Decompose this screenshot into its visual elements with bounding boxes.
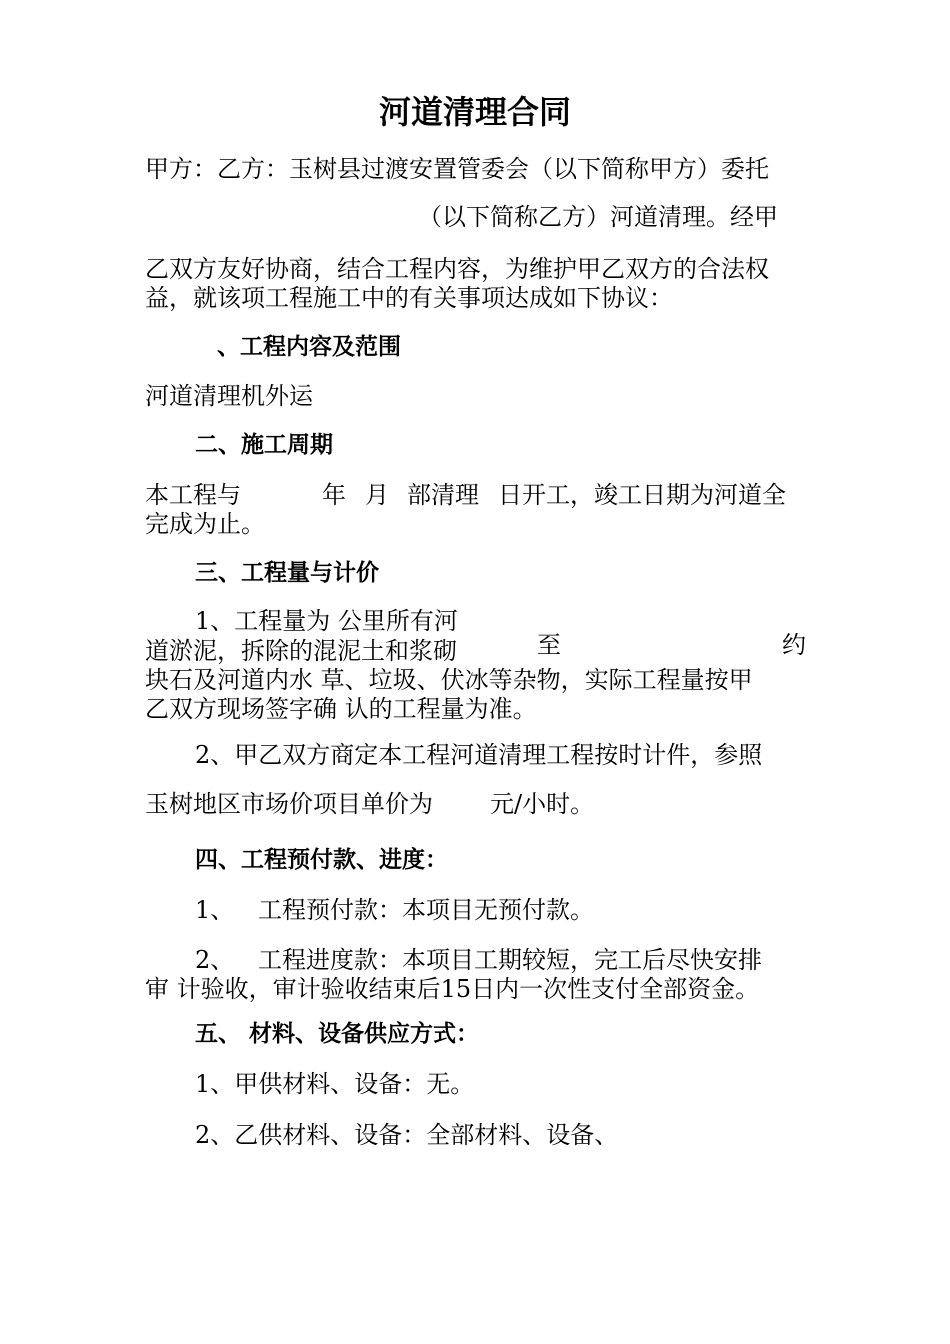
- section-2-line-2: 完成为止。: [145, 510, 265, 538]
- intro-line-4: 益，就该项工程施工中的有关事项达成如下协议：: [145, 284, 673, 312]
- section-4-p1-number: 1、: [195, 896, 235, 924]
- section-1-heading: 、工程内容及范围: [217, 334, 401, 360]
- section-4-p2-line-2: 审 计验收，审计验收结束后15日内一次性支付全部资金。: [145, 975, 760, 1003]
- section-3-heading: 三、工程量与计价: [195, 560, 379, 586]
- section-2-text-month: 月: [365, 481, 389, 509]
- section-3-p1-line-1: 1、工程量为 公里所有河: [195, 607, 458, 635]
- section-4-p2-text: 工程进度款：本项目工期较短，完工后尽快安排: [258, 946, 762, 974]
- section-4-p2-number: 2、: [195, 946, 235, 974]
- section-3-p1-to: 至: [537, 631, 561, 659]
- section-3-p2-line-1: 2、甲乙双方商定本工程河道清理工程按时计件，参照: [195, 741, 763, 769]
- intro-line-2: （以下简称乙方）河道清理。经甲: [418, 203, 778, 231]
- section-2-heading: 二、施工周期: [195, 432, 333, 458]
- section-3-p1-line-3: 块石及河道内水 草、垃圾、伏冰等杂物，实际工程量按甲: [145, 666, 753, 694]
- section-2-text-start: 日开工，竣工日期为河道全: [498, 481, 786, 509]
- section-4-p1-text: 工程预付款：本项目无预付款。: [258, 896, 594, 924]
- document-title: 河道清理合同: [378, 93, 571, 131]
- section-3-p2-line-2b: 元/小时。: [490, 790, 595, 818]
- section-2-text-year: 年: [322, 481, 346, 509]
- section-2-text-a: 本工程与: [145, 481, 241, 509]
- section-1-body: 河道清理机外运: [145, 382, 313, 410]
- section-3-p2-line-2a: 玉树地区市场价项目单价为: [145, 790, 433, 818]
- section-5-p1: 1、甲供材料、设备：无。: [195, 1070, 475, 1098]
- intro-line-1: 甲方：乙方：玉树县过渡安置管委会（以下简称甲方）委托: [145, 155, 769, 183]
- section-2-text-clear: 部清理: [407, 481, 479, 509]
- section-3-p1-line-4: 乙双方现场签字确 认的工程量为准。: [145, 695, 537, 723]
- section-4-heading: 四、工程预付款、进度：: [195, 847, 448, 873]
- section-5-p2: 2、乙供材料、设备：全部材料、设备、: [195, 1121, 619, 1149]
- section-3-p1-line-2: 道淤泥，拆除的混泥土和浆砌: [145, 637, 457, 665]
- intro-line-3: 乙双方友好协商，结合工程内容，为维护甲乙双方的合法权: [145, 255, 769, 283]
- section-3-p1-about: 约: [782, 631, 806, 659]
- section-5-heading: 五、 材料、设备供应方式：: [195, 1021, 480, 1047]
